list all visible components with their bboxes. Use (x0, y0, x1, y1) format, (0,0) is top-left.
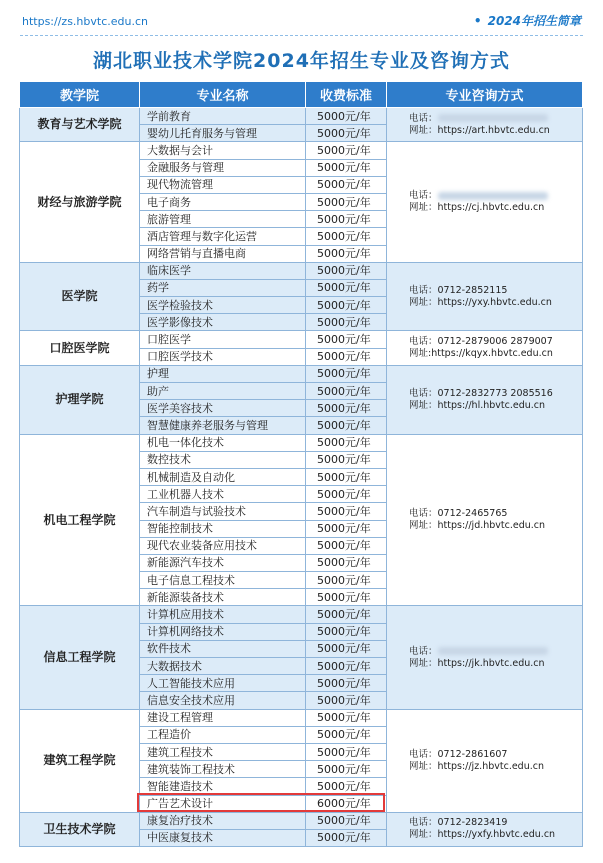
major-name: 新能源汽车技术 (140, 554, 306, 571)
contact-info (387, 606, 583, 709)
college-name: 建筑工程学院 (20, 709, 140, 812)
table-row (20, 365, 583, 382)
major-name: 电子信息工程技术 (140, 572, 306, 589)
fee-value: 5000元/年 (306, 589, 387, 606)
table-header-row (20, 82, 583, 108)
fee-value: 5000元/年 (306, 176, 387, 193)
phone-text: 电话：0712-2832773 2085516 (409, 387, 553, 399)
major-name: 智能建造技术 (140, 778, 306, 795)
fee-value: 5000元/年 (306, 778, 387, 795)
phone-text: 电话：0712-2823419 (409, 817, 508, 829)
fee-value: 5000元/年 (306, 520, 387, 537)
fee-value: 5000元/年 (306, 108, 387, 125)
fee-value: 5000元/年 (306, 675, 387, 692)
contact-info (387, 812, 583, 846)
college-name: 机电工程学院 (20, 434, 140, 606)
table-row (20, 108, 583, 125)
major-name: 学前教育 (140, 108, 306, 125)
major-name: 智慧健康养老服务与管理 (140, 417, 306, 434)
contact-phone (409, 113, 582, 125)
contact-info (387, 262, 583, 331)
fee-value: 5000元/年 (306, 211, 387, 228)
page-header (0, 0, 603, 44)
fee-value: 5000元/年 (306, 709, 387, 726)
major-name: 建筑工程技术 (140, 743, 306, 760)
phone-text: 电话： (409, 190, 438, 202)
table-row (20, 812, 583, 829)
major-name: 旅游管理 (140, 211, 306, 228)
brochure-title: 2024年招生简章 (487, 14, 581, 28)
redacted-phone (438, 114, 548, 122)
fee-value: 5000元/年 (306, 125, 387, 142)
college-name: 护理学院 (20, 365, 140, 434)
highlight-box (137, 793, 385, 812)
fee-value: 5000元/年 (306, 761, 387, 778)
header-divider (20, 35, 583, 37)
phone-text: 电话：0712-2879006 2879007 (409, 336, 553, 348)
majors-table (19, 81, 583, 847)
contact-phone (409, 749, 582, 761)
contact-website[interactable]: 网址：https://jd.hbvtc.edu.cn (409, 520, 546, 531)
major-name: 机械制造及自动化 (140, 468, 306, 485)
college-name: 口腔医学院 (20, 331, 140, 365)
fee-value: 5000元/年 (306, 640, 387, 657)
major-name: 助产 (140, 383, 306, 400)
contact-info (387, 142, 583, 262)
fee-value: 5000元/年 (306, 658, 387, 675)
table-body (20, 108, 583, 847)
major-name: 计算机网络技术 (140, 623, 306, 640)
redacted-phone (438, 647, 548, 655)
major-name: 智能控制技术 (140, 520, 306, 537)
fee-value: 5000元/年 (306, 417, 387, 434)
major-name: 建筑装饰工程技术 (140, 761, 306, 778)
table-row (20, 606, 583, 623)
contact-info (387, 331, 583, 365)
major-name: 工程造价 (140, 726, 306, 743)
contact-info (387, 709, 583, 812)
major-name: 口腔医学 (140, 331, 306, 348)
fee-value: 5000元/年 (306, 468, 387, 485)
fee-value: 5000元/年 (306, 503, 387, 520)
fee-value: 5000元/年 (306, 623, 387, 640)
major-name: 广告艺术设计 (140, 795, 306, 812)
major-name: 婴幼儿托育服务与管理 (140, 125, 306, 142)
col-header-fee: 收费标准 (306, 82, 387, 108)
fee-value: 5000元/年 (306, 245, 387, 262)
contact-website[interactable]: 网址：https://jz.hbvtc.edu.cn (409, 760, 544, 772)
college-name: 财经与旅游学院 (20, 142, 140, 262)
table-row (20, 262, 583, 279)
major-name: 建设工程管理 (140, 709, 306, 726)
fee-value: 5000元/年 (306, 228, 387, 245)
fee-value: 5000元/年 (306, 726, 387, 743)
fee-value: 5000元/年 (306, 348, 387, 365)
contact-phone (409, 388, 582, 400)
col-header-college: 教学院 (20, 82, 140, 108)
major-name: 现代物流管理 (140, 176, 306, 193)
table-row (20, 434, 583, 451)
col-header-major: 专业名称 (140, 82, 306, 108)
brochure-label: • 2024年招生简章 (473, 14, 581, 28)
major-name: 金融服务与管理 (140, 159, 306, 176)
table-row (20, 709, 583, 726)
phone-text: 电话：0712-2861607 (409, 748, 508, 760)
contact-phone (409, 285, 582, 297)
contact-phone (409, 190, 582, 202)
fee-value: 5000元/年 (306, 314, 387, 331)
major-name: 药学 (140, 279, 306, 296)
fee-value: 5000元/年 (306, 331, 387, 348)
fee-value: 5000元/年 (306, 451, 387, 468)
fee-value: 5000元/年 (306, 812, 387, 829)
college-name: 医学院 (20, 262, 140, 331)
redacted-phone (438, 192, 548, 200)
major-name: 护理 (140, 365, 306, 382)
table-row (20, 331, 583, 348)
phone-text: 电话： (409, 645, 438, 657)
fee-value: 5000元/年 (306, 743, 387, 760)
major-name: 软件技术 (140, 640, 306, 657)
fee-value: 5000元/年 (306, 297, 387, 314)
major-name: 工业机器人技术 (140, 486, 306, 503)
major-name: 医学影像技术 (140, 314, 306, 331)
major-name: 中医康复技术 (140, 829, 306, 846)
major-name: 网络营销与直播电商 (140, 245, 306, 262)
page-title: 湖北职业技术学院2024年招生专业及咨询方式 (93, 50, 510, 72)
major-name: 大数据与会计 (140, 142, 306, 159)
fee-value: 5000元/年 (306, 365, 387, 382)
major-name: 康复治疗技术 (140, 812, 306, 829)
phone-text: 电话：0712-2852115 (409, 284, 508, 296)
fee-value: 5000元/年 (306, 537, 387, 554)
college-name: 卫生技术学院 (20, 812, 140, 846)
contact-website[interactable]: 网址：https://art.hbvtc.edu.cn (409, 124, 550, 136)
fee-value: 5000元/年 (306, 193, 387, 210)
fee-value: 6000元/年 (306, 795, 387, 812)
site-url[interactable]: https://zs.hbvtc.edu.cn (22, 15, 148, 28)
major-name: 计算机应用技术 (140, 606, 306, 623)
contact-website[interactable]: 网址：https://hl.hbvtc.edu.cn (409, 399, 546, 411)
contact-info (387, 365, 583, 434)
fee-value: 5000元/年 (306, 829, 387, 846)
fee-value: 5000元/年 (306, 142, 387, 159)
major-name: 新能源装备技术 (140, 589, 306, 606)
major-name: 人工智能技术应用 (140, 675, 306, 692)
contact-website[interactable]: 网址：https://yxy.hbvtc.edu.cn (409, 296, 552, 308)
fee-value: 5000元/年 (306, 383, 387, 400)
college-name: 教育与艺术学院 (20, 108, 140, 142)
major-name: 口腔医学技术 (140, 348, 306, 365)
fee-value: 5000元/年 (306, 572, 387, 589)
contact-phone (409, 817, 582, 829)
major-name: 医学检验技术 (140, 297, 306, 314)
college-name: 信息工程学院 (20, 606, 140, 709)
fee-value: 5000元/年 (306, 486, 387, 503)
phone-text: 电话：0712-2465765 (409, 508, 508, 519)
contact-phone (409, 336, 582, 348)
contact-info (387, 434, 583, 606)
fee-value: 5000元/年 (306, 159, 387, 176)
table-row (20, 142, 583, 159)
major-name: 机电一体化技术 (140, 434, 306, 451)
major-name: 数控技术 (140, 451, 306, 468)
contact-info (387, 108, 583, 142)
major-name: 大数据技术 (140, 658, 306, 675)
major-name: 医学美容技术 (140, 400, 306, 417)
contact-website[interactable]: 网址：https://cj.hbvtc.edu.cn (409, 202, 545, 214)
major-name: 电子商务 (140, 193, 306, 210)
contact-phone (409, 646, 582, 658)
fee-value: 5000元/年 (306, 606, 387, 623)
fee-value: 5000元/年 (306, 434, 387, 451)
major-name: 汽车制造与试验技术 (140, 503, 306, 520)
fee-value: 5000元/年 (306, 554, 387, 571)
major-name: 信息安全技术应用 (140, 692, 306, 709)
fee-value: 5000元/年 (306, 692, 387, 709)
contact-website[interactable]: 网址：https://yxfy.hbvtc.edu.cn (409, 829, 556, 841)
majors-table-container (19, 81, 582, 847)
col-header-contact: 专业咨询方式 (387, 82, 583, 108)
major-name: 酒店管理与数字化运营 (140, 228, 306, 245)
contact-website[interactable]: 网址：https://jk.hbvtc.edu.cn (409, 657, 545, 669)
contact-phone (409, 508, 582, 520)
fee-value: 5000元/年 (306, 262, 387, 279)
contact-website[interactable]: 网址:https://kqyx.hbvtc.edu.cn (409, 348, 553, 360)
major-name: 临床医学 (140, 262, 306, 279)
fee-value: 5000元/年 (306, 279, 387, 296)
phone-text: 电话： (409, 112, 438, 124)
major-name: 现代农业装备应用技术 (140, 537, 306, 554)
fee-value: 5000元/年 (306, 400, 387, 417)
